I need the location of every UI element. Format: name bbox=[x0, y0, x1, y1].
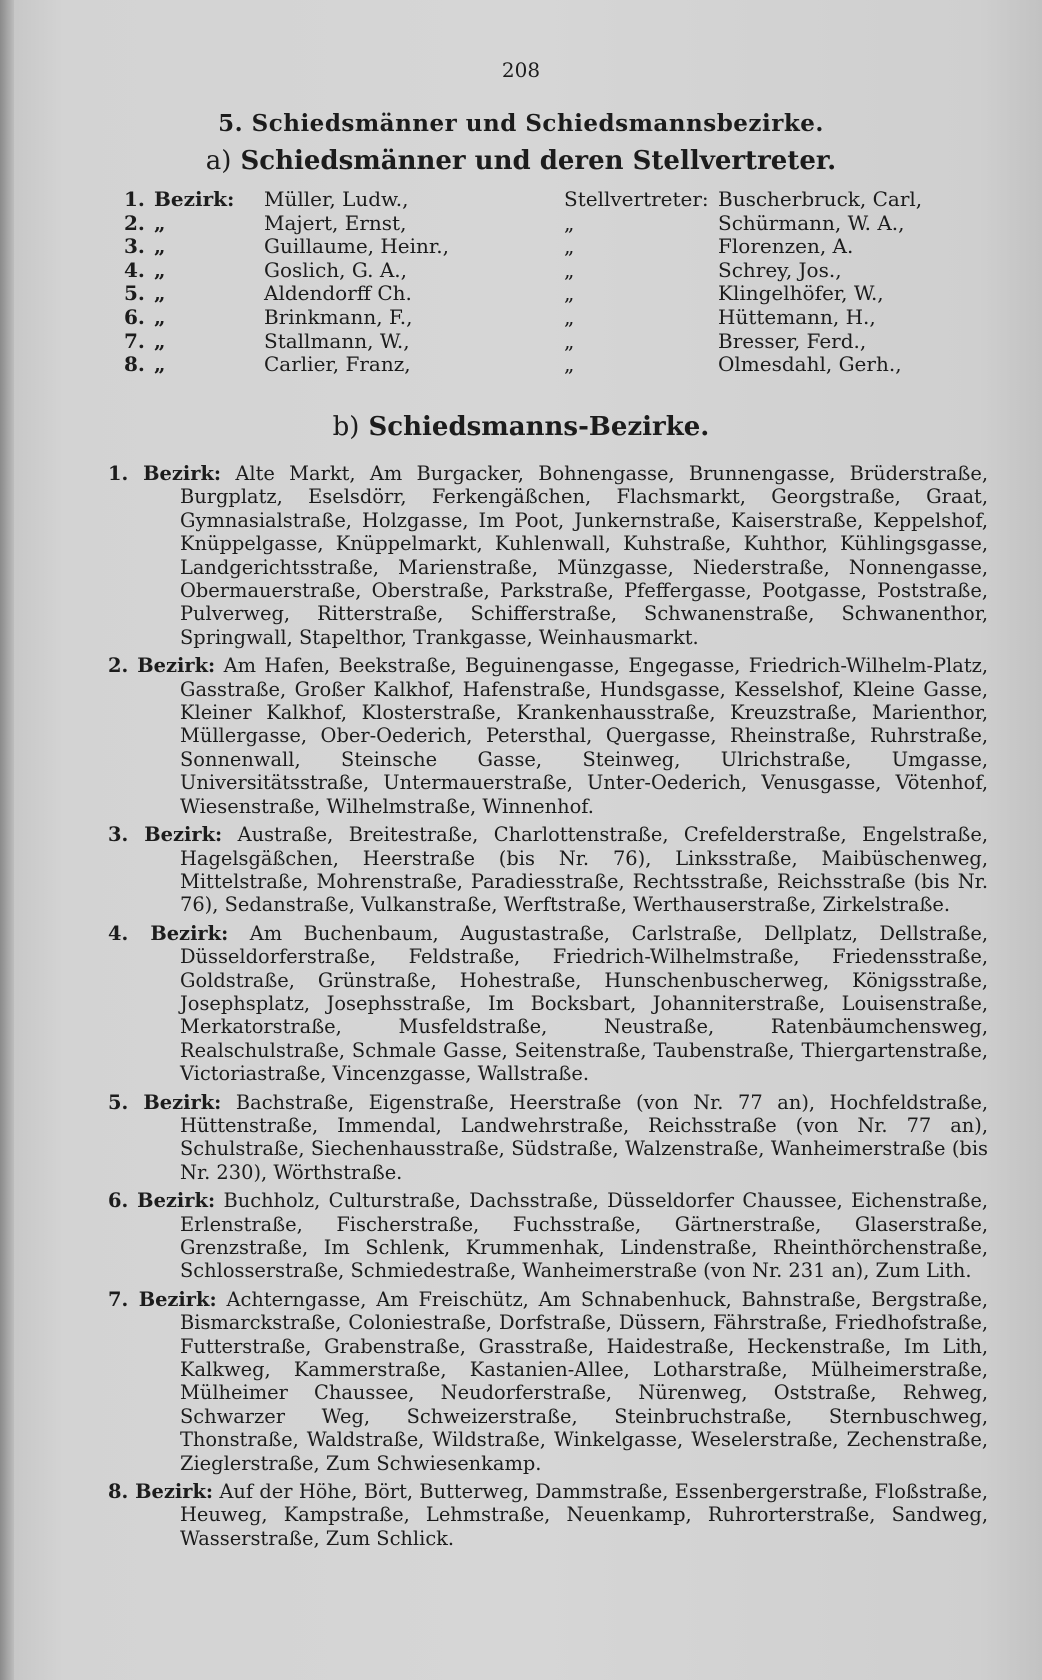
district-streets: Auf der Höhe, Bört, Butterweg, Dammstraße, Essenbergerstraße, Floßstraße, Heuweg, Kampstraße, Lehmstraße, Neuenkamp, Ruhrorterstraße, Sandweg, Wasserstraße, Zum Schlick. bbox=[180, 1480, 988, 1550]
official-row bbox=[124, 306, 944, 330]
deputy-name: Buscherbruck, Carl, bbox=[718, 187, 923, 211]
district-entry bbox=[108, 1091, 988, 1185]
arbitrator-name: Carlier, Franz, bbox=[264, 352, 411, 377]
district-label: Bezirk: bbox=[154, 187, 235, 211]
arbitrator-name: Majert, Ernst, bbox=[264, 210, 407, 235]
deputy-label: Stellvertreter: bbox=[564, 187, 709, 211]
district-streets: Am Buchenbaum, Augustastraße, Carlstraße, Dellplatz, Dellstraße, Düsseldorferstraße, Feldstraße, Friedrich-Wilhelmstraße, Friedensstraße, Goldstraße, Grünstraße, Hohestraße, Hunschenbuscherweg, Königsstraße, Josephsplatz, Josephsstraße, Im Bocksbart, Johanniterstraße, Louisenstraße, Merkatorstraße, Musfeldstraße, Neustraße, Ratenbäumchensweg, Realschulstraße, Schmale Gasse, Seitenstraße, Taubenstraße, Thiergartenstraße, Victoriastraße, Vincenzgasse, Wallstraße. bbox=[180, 921, 988, 1086]
district-number: 8. bbox=[124, 352, 145, 377]
district-label: „ bbox=[154, 328, 166, 353]
official-row bbox=[124, 212, 944, 236]
deputy-name: Schürmann, W. A., bbox=[718, 210, 905, 235]
district-entry bbox=[108, 1288, 988, 1475]
deputy-name: Florenzen, A. bbox=[718, 234, 854, 259]
book-spine-shadow bbox=[0, 0, 14, 1680]
subsection-a-prefix: a) bbox=[205, 146, 232, 176]
deputy-name: Hüttemann, H., bbox=[718, 304, 876, 329]
district-label: „ bbox=[154, 352, 166, 377]
deputy-name: Bresser, Ferd., bbox=[718, 328, 867, 353]
district-label: „ bbox=[154, 281, 166, 306]
deputy-label: „ bbox=[564, 352, 575, 377]
district-entry bbox=[108, 1480, 988, 1550]
district-label: 4. Bezirk: bbox=[108, 921, 229, 945]
subsection-a-title: Schiedsmänner und deren Stellvertreter. bbox=[240, 146, 837, 176]
district-label: 7. Bezirk: bbox=[108, 1287, 217, 1311]
official-row bbox=[124, 235, 944, 259]
deputy-label: „ bbox=[564, 281, 575, 306]
official-row bbox=[124, 330, 944, 354]
section-heading: 5. Schiedsmänner und Schiedsmannsbezirke. bbox=[218, 110, 824, 137]
district-label: 8. Bezirk: bbox=[108, 1480, 214, 1504]
district-streets: Achterngasse, Am Freischütz, Am Schnabenhuck, Bahnstraße, Bergstraße, Bismarckstraße, Coloniestraße, Dorfstraße, Düssern, Fährstraße, Friedhofstraße, Futterstraße, Grabenstraße, Grasstraße, Haidestraße, Heckenstraße, Im Lith, Kalkweg, Kammerstraße, Kastanien-Allee, Lotharstraße, Mülheimerstraße, Mülheimer Chaussee, Neudorferstraße, Nürenweg, Oststraße, Rehweg, Schwarzer Weg, Schweizerstraße, Steinbruchstraße, Sternbuschweg, Thonstraße, Waldstraße, Wildstraße, Winkelgasse, Weselerstraße, Zechenstraße, Zieglerstraße, Zum Schwiesenkamp. bbox=[180, 1287, 988, 1475]
deputy-name: Schrey, Jos., bbox=[718, 257, 842, 282]
subsection-b-prefix: b) bbox=[332, 412, 360, 442]
arbitrator-name: Müller, Ludw., bbox=[264, 187, 409, 211]
deputy-name: Olmesdahl, Gerh., bbox=[718, 352, 902, 377]
district-entry bbox=[108, 654, 988, 818]
district-list bbox=[108, 462, 988, 1555]
arbitrator-name: Goslich, G. A., bbox=[264, 257, 408, 282]
district-number: 5. bbox=[124, 281, 145, 306]
official-row bbox=[124, 353, 944, 377]
district-label: „ bbox=[154, 257, 166, 282]
district-streets: Am Hafen, Beekstraße, Beguinengasse, Engegasse, Friedrich-Wilhelm-Platz, Gasstraße, Großer Kalkhof, Hafenstraße, Hundsgasse, Kesselshof, Kleine Gasse, Kleiner Kalkhof, Klosterstraße, Krankenhausstraße, Kreuzstraße, Marienthor, Müllergasse, Ober-Oederich, Petersthal, Quergasse, Rheinstraße, Ruhrstraße, Sonnenwall, Steinsche Gasse, Steinweg, Ulrichstraße, Umgasse, Universitätsstraße, Untermauerstraße, Unter-Oederich, Venusgasse, Vötenhof, Wiesenstraße, Wilhelmstraße, Winnenhof. bbox=[180, 654, 988, 818]
district-number: 2. bbox=[124, 210, 145, 235]
district-streets: Bachstraße, Eigenstraße, Heerstraße (von Nr. 77 an), Hochfeldstraße, Hüttenstraße, Immendal, Landwehrstraße, Reichsstraße (von Nr. 77 an), Schulstraße, Siechenhausstraße, Südstraße, Walzenstraße, Wanheimerstraße (bis Nr. 230), Wörthstraße. bbox=[180, 1090, 988, 1184]
district-entry bbox=[108, 823, 988, 917]
district-label: „ bbox=[154, 210, 166, 235]
deputy-label: „ bbox=[564, 234, 575, 259]
arbitrator-name: Brinkmann, F., bbox=[264, 304, 413, 329]
official-row bbox=[124, 188, 944, 212]
deputy-label: „ bbox=[564, 304, 575, 329]
district-number: 4. bbox=[124, 257, 145, 282]
district-entry bbox=[108, 462, 988, 649]
district-label: „ bbox=[154, 234, 166, 259]
district-label: 5. Bezirk: bbox=[108, 1090, 222, 1114]
district-label: 1. Bezirk: bbox=[108, 462, 222, 485]
official-row bbox=[124, 259, 944, 283]
district-label: 3. Bezirk: bbox=[108, 823, 223, 847]
district-number: 1. bbox=[124, 187, 145, 211]
deputy-name: Klingelhöfer, W., bbox=[718, 281, 884, 306]
arbitrator-name: Aldendorff Ch. bbox=[264, 281, 412, 306]
official-row bbox=[124, 282, 944, 306]
deputy-label: „ bbox=[564, 328, 575, 353]
subsection-b-title: Schiedsmanns-Bezirke. bbox=[368, 412, 710, 442]
district-label: 2. Bezirk: bbox=[108, 654, 216, 678]
subsection-a-heading bbox=[0, 146, 1042, 176]
deputy-label: „ bbox=[564, 210, 575, 235]
district-label: „ bbox=[154, 304, 166, 329]
officials-table bbox=[124, 188, 944, 377]
deputy-label: „ bbox=[564, 257, 575, 282]
district-entry bbox=[108, 922, 988, 1086]
subsection-b-heading bbox=[0, 412, 1042, 442]
district-entry bbox=[108, 1189, 988, 1283]
district-streets: Austraße, Breitestraße, Charlottenstraße, Crefelderstraße, Engelstraße, Hagelsgäßchen, Heerstraße (bis Nr. 76), Linksstraße, Maibüschenweg, Mittelstraße, Mohrenstraße, Paradiesstraße, Rechtsstraße, Reichsstraße (bis Nr. 76), Sedanstraße, Vulkanstraße, Werftstraße, Werthauserstraße, Zirkelstraße. bbox=[180, 823, 988, 917]
page-number: 208 bbox=[501, 58, 541, 82]
district-number: 7. bbox=[124, 328, 145, 353]
district-number: 3. bbox=[124, 234, 145, 259]
arbitrator-name: Guillaume, Heinr., bbox=[264, 234, 449, 259]
district-streets: Alte Markt, Am Burgacker, Bohnengasse, Brunnengasse, Brüderstraße, Burgplatz, Eselsdörr, Ferkengäßchen, Flachsmarkt, Georgstraße, Graat, Gymnasialstraße, Holzgasse, Im Poot, Junkernstraße, Kaiserstraße, Keppelshof, Knüppelgasse, Knüppelmarkt, Kuhlenwall, Kuhstraße, Kuhthor, Kühlingsgasse, Landgerichtsstraße, Marienstraße, Münzgasse, Niederstraße, Nonnengasse, Obermauerstraße, Oberstraße, Parkstraße, Pfeffergasse, Pootgasse, Poststraße, Pulverweg, Ritterstraße, Schifferstraße, Schwanenstraße, Schwanenthor, Springwall, Stapelthor, Trankgasse, Weinhausmarkt. bbox=[180, 462, 988, 649]
district-streets: Buchholz, Culturstraße, Dachsstraße, Düsseldorfer Chaussee, Eichenstraße, Erlenstraße, Fischerstraße, Fuchsstraße, Gärtnerstraße, Glaserstraße, Grenzstraße, Im Schlenk, Krummenhak, Lindenstraße, Rheinthörchenstraße, Schlosserstraße, Schmiedestraße, Wanheimerstraße (von Nr. 231 an), Zum Lith. bbox=[180, 1189, 988, 1283]
district-label: 6. Bezirk: bbox=[108, 1189, 216, 1213]
district-number: 6. bbox=[124, 304, 145, 329]
arbitrator-name: Stallmann, W., bbox=[264, 328, 410, 353]
